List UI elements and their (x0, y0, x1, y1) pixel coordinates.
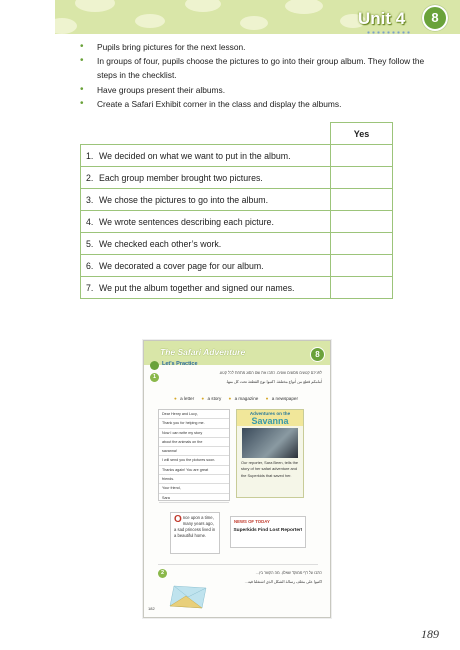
instruction-item: • Pupils bring pictures for the next lesson. (80, 40, 425, 54)
magazine-photo (242, 428, 298, 458)
row-number: 7. (86, 282, 94, 293)
yes-column-header: Yes (331, 123, 393, 145)
story-text: nce upon a time, many years ago, a sad princess lived in a beautiful home. (174, 515, 216, 538)
hebrew-instruction: לפניכם קטעים מסוגים שונים. כתבו את שם הסוג מתחת לכל קטע. (218, 371, 322, 375)
option-label: a letter (180, 396, 195, 401)
row-text: Each group member brought two pictures. (99, 172, 263, 183)
row-number: 4. (86, 216, 94, 227)
yes-checkbox-cell[interactable] (331, 189, 393, 211)
student-book-page-thumbnail (143, 340, 331, 618)
smiley-icon (150, 361, 159, 370)
arabic-instruction: أمامكم قطع من أنواع مختلفة. اكتبوا نوع القطعة تحت كل منها. (225, 380, 322, 384)
letter-line: I will send you the pictures soon. (159, 456, 229, 465)
checklist-row (81, 211, 393, 233)
option-label: a story (207, 396, 222, 401)
magazine-header: Adventures on the (237, 410, 303, 416)
letter-line: Sara (159, 494, 229, 503)
unit-dots-decoration (366, 31, 412, 34)
letter-line: Your friend, (159, 484, 229, 493)
checklist-row (81, 277, 393, 299)
magazine-title: Savanna (237, 416, 303, 426)
checklist-row (81, 145, 393, 167)
row-text: We checked each other’s work. (99, 238, 222, 249)
magazine-text: Our reporter, Sara Been, tells the story of her safari adventure and the Superkids that saved her. (241, 460, 299, 478)
yes-checkbox-cell[interactable] (331, 211, 393, 233)
letter-line: friends. (159, 475, 229, 484)
exercise-number: 2 (158, 569, 167, 578)
yes-checkbox-cell[interactable] (331, 145, 393, 167)
envelope-icon (166, 584, 210, 610)
page-number: 189 (421, 627, 439, 641)
thumbnail-title: The Safari Adventure (160, 347, 246, 357)
divider (158, 564, 318, 565)
checklist-row (81, 255, 393, 277)
row-number: 6. (86, 260, 94, 271)
row-text: We chose the pictures to go into the album. (99, 194, 269, 205)
letter-line: Thank you for helping me. (159, 419, 229, 428)
yes-checkbox-cell[interactable] (331, 233, 393, 255)
checklist-header-row (81, 123, 393, 145)
yes-checkbox-cell[interactable] (331, 255, 393, 277)
instruction-item: • In groups of four, pupils choose the pictures to go into their group album. They follow the steps in the checklist. (80, 54, 425, 82)
newspaper-masthead: NEWS OF TODAY (234, 519, 270, 524)
option-label: a magazine (234, 396, 259, 401)
letter-sample (158, 409, 230, 501)
yes-checkbox-cell[interactable] (331, 167, 393, 189)
letter-line: about the animals on the (159, 438, 229, 447)
unit-label: Unit 4 (358, 9, 406, 28)
arabic-instruction: اكتبوا على مغلف رسالة الشكل الذي اشتغلنا فيه... (244, 580, 322, 584)
letter-line: Dear Henry and Lucy, (159, 410, 229, 419)
letter-line: Now I can write my story (159, 429, 229, 438)
yes-checkbox-cell[interactable] (331, 277, 393, 299)
checklist-row (81, 189, 393, 211)
newspaper-headline: Superkids Find Lost Reporter! (233, 528, 303, 533)
magazine-sample (236, 409, 304, 498)
story-drop-cap: O (174, 514, 182, 525)
row-number: 1. (86, 150, 94, 161)
checklist-row (81, 233, 393, 255)
row-text: We put the album together and signed our names. (99, 282, 295, 293)
hebrew-instruction: כתבו על דף ממוקד שאלון. מה הקשר בין... (255, 571, 322, 575)
newspaper-sample (230, 516, 306, 548)
section-heading: Let's Practice (162, 361, 198, 367)
row-text: We decided on what we want to put in the album. (99, 150, 291, 161)
letter-line: Thanks again! You are great (159, 466, 229, 475)
option-label: a newspaper (271, 396, 298, 401)
instruction-item: • Have groups present their albums. (80, 83, 425, 97)
thumbnail-chapter-badge: 8 (310, 347, 325, 362)
row-text: We wrote sentences describing each picture. (99, 216, 274, 227)
row-number: 5. (86, 238, 94, 249)
story-sample (170, 512, 220, 554)
row-number: 2. (86, 172, 94, 183)
letter-line: savanna! (159, 447, 229, 456)
checklist-row (81, 167, 393, 189)
instructions-list (80, 40, 425, 111)
thumbnail-page-number: 182 (148, 606, 155, 611)
checklist-table (80, 122, 393, 299)
exercise-number: 1 (150, 373, 159, 382)
chapter-number-badge: 8 (422, 5, 448, 31)
instruction-item: • Create a Safari Exhibit corner in the class and display the albums. (80, 97, 425, 111)
row-number: 3. (86, 194, 94, 205)
word-bank: ● a letter ● a story ● a magazine ● a newspaper (174, 396, 298, 401)
row-text: We decorated a cover page for our album. (99, 260, 264, 271)
